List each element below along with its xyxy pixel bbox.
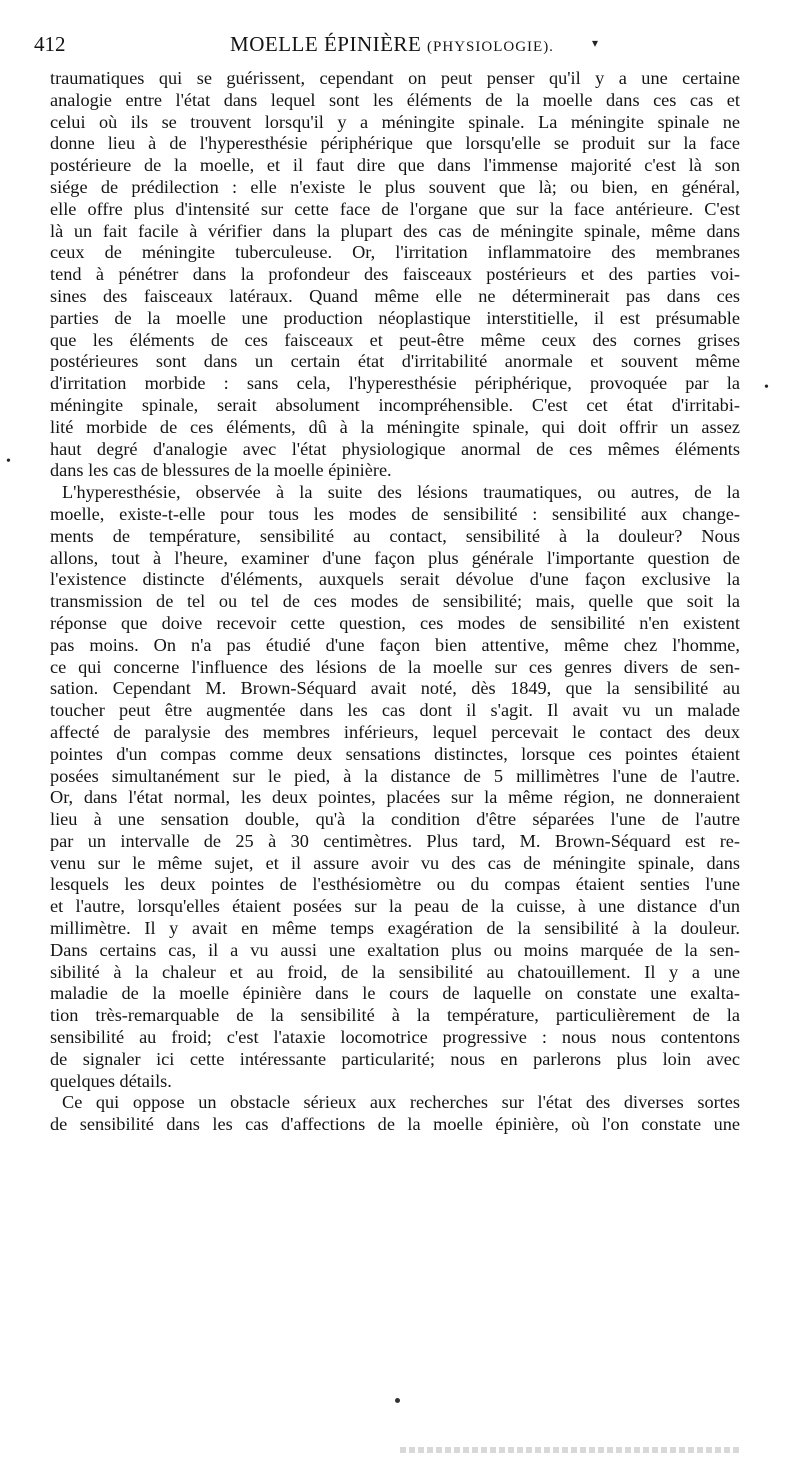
margin-mark-top: ▾ bbox=[592, 36, 599, 50]
footer-ornament bbox=[395, 1398, 400, 1403]
running-title-main: MOELLE ÉPINIÈRE bbox=[230, 32, 422, 56]
text-line: postérieure de la moelle, et il faut dire que dans l'immense majorité c'est là son bbox=[50, 155, 740, 176]
text-line: sines des faisceaux latéraux. Quand même elle ne déterminerait pas dans ces bbox=[50, 285, 740, 306]
text-line: donne lieu à de l'hyperesthésie périphérique que lorsqu'elle se produit sur la face bbox=[50, 133, 740, 154]
text-line: affecté de paralysie des membres inférieurs, lequel percevait le contact des deux bbox=[50, 721, 740, 742]
text-line: dans les cas de blessures de la moelle épinière. bbox=[50, 460, 392, 481]
page-number: 412 bbox=[34, 32, 66, 56]
margin-mark-right: • bbox=[764, 380, 769, 395]
text-line: millimètre. Il y avait en même temps exagération de la sensibilité à la douleur. bbox=[50, 918, 740, 939]
text-line: posées simultanément sur le pied, à la distance de 5 millimètres l'une de l'autre. bbox=[50, 765, 740, 786]
text-line: sibilité à la chaleur et au froid, de la sensibilité au chatouillement. Il y a une bbox=[50, 961, 740, 982]
text-line: parties de la moelle une production néoplastique interstitielle, il est présumable bbox=[50, 307, 740, 328]
running-head bbox=[34, 30, 750, 58]
text-line: elle offre plus d'intensité sur cette face de l'organe que sur la face antérieure. C'est bbox=[50, 198, 740, 219]
body-text bbox=[50, 68, 740, 1136]
text-line: de sensibilité dans les cas d'affections de la moelle épinière, où l'on constate une bbox=[50, 1114, 740, 1135]
text-line: sation. Cependant M. Brown-Séquard avait noté, dès 1849, que la sensibilité au bbox=[50, 678, 740, 699]
text-line: par un intervalle de 25 à 30 centimètres. Plus tard, M. Brown-Séquard est re- bbox=[50, 830, 740, 851]
text-line: Or, dans l'état normal, les deux pointes, placées sur la même région, ne donneraient bbox=[50, 787, 740, 808]
text-line: traumatiques qui se guérissent, cependant on peut penser qu'il y a une certaine bbox=[50, 68, 740, 88]
text-line: Ce qui oppose un obstacle sérieux aux recherches sur l'état des diverses sortes bbox=[62, 1092, 740, 1113]
text-line: moelle, existe-t-elle pour tous les modes de sensibilité : sensibilité aux change- bbox=[50, 503, 740, 524]
text-line: siége de prédilection : elle n'existe le plus souvent que là; ou bien, en général, bbox=[50, 176, 740, 197]
text-line: de signaler ici cette intéressante particularité; nous en parlerons plus loin avec bbox=[50, 1048, 740, 1069]
text-line: celui où ils se trouvent lorsqu'il y a méningite spinale. La méningite spinale ne bbox=[50, 111, 740, 132]
text-line: analogie entre l'état dans lequel sont les éléments de la moelle dans ces cas et bbox=[50, 89, 740, 110]
text-line: toucher peut être augmentée dans les cas dont il s'agit. Il avait vu un malade bbox=[50, 700, 740, 721]
bleed-through-text bbox=[400, 1447, 740, 1453]
text-line: méningite spinale, serait absolument incompréhensible. C'est cet état d'irritabi- bbox=[50, 394, 740, 415]
text-line: d'irritation morbide : sans cela, l'hyperesthésie périphérique, provoquée par la bbox=[50, 373, 740, 394]
text-line: ments de température, sensibilité au contact, sensibilité à la douleur? Nous bbox=[50, 525, 740, 546]
text-line: ce qui concerne l'influence des lésions de la moelle sur ces genres divers de sen- bbox=[50, 656, 740, 677]
text-line: et l'autre, lorsqu'elles étaient posées sur la peau de la cuisse, à une distance d'un bbox=[50, 896, 740, 917]
text-line: quelques détails. bbox=[50, 1070, 172, 1091]
text-line: pointes d'un compas comme deux sensations distinctes, lorsque ces pointes étaient bbox=[50, 743, 740, 764]
text-line: tend à pénétrer dans la profondeur des faisceaux postérieurs et des parties voi- bbox=[50, 264, 740, 285]
text-line: lité morbide de ces éléments, dû à la méningite spinale, qui doit offrir un assez bbox=[50, 416, 740, 437]
text-line: pas moins. On n'a pas étudié d'une façon bien attentive, même chez l'homme, bbox=[50, 634, 740, 655]
text-line: haut degré d'analogie avec l'état physiologique anormal de ces mêmes éléments bbox=[50, 438, 740, 459]
text-line: L'hyperesthésie, observée à la suite des lésions traumatiques, ou autres, de la bbox=[62, 482, 740, 503]
text-line: que les éléments de ces faisceaux et peut-être même ceux des cornes grises bbox=[50, 329, 740, 350]
text-line: réponse que doive recevoir cette question, ces modes de sensibilité n'en existent bbox=[50, 612, 740, 633]
text-line: lesquels les deux pointes de l'esthésiomètre ou du compas étaient senties l'une bbox=[50, 874, 740, 895]
text-line: lieu à une sensation double, qu'à la condition d'être séparées l'une de l'autre bbox=[50, 809, 740, 830]
running-title bbox=[34, 30, 750, 61]
text-line: tion très-remarquable de la sensibilité à la température, particulièrement de la bbox=[50, 1005, 740, 1026]
text-line: sensibilité au froid; c'est l'ataxie locomotrice progressive : nous nous contentons bbox=[50, 1027, 740, 1048]
margin-mark-left: • bbox=[6, 454, 11, 469]
text-line: venu sur le même sujet, et il assure avoir vu des cas de méningite spinale, dans bbox=[50, 852, 740, 873]
running-title-section: (PHYSIOLOGIE). bbox=[427, 39, 554, 55]
text-line: ceux de méningite tuberculeuse. Or, l'irritation inflammatoire des membranes bbox=[50, 242, 740, 263]
text-line: allons, tout à l'heure, examiner d'une façon plus générale l'importante question de bbox=[50, 547, 740, 568]
text-line: maladie de la moelle épinière dans le cours de laquelle on constate une exalta- bbox=[50, 983, 740, 1004]
text-line: Dans certains cas, il a vu aussi une exaltation plus ou moins marquée de la sen- bbox=[50, 939, 740, 960]
text-line: postérieures sont dans un certain état d'irritabilité anormale et souvent même bbox=[50, 351, 740, 372]
text-line: transmission de tel ou tel de ces modes de sensibilité; mais, quelle que soit la bbox=[50, 591, 740, 612]
text-line: l'existence distincte d'éléments, auxquels serait dévolue d'une façon exclusive la bbox=[50, 569, 740, 590]
text-line: là un fait facile à vérifier dans la plupart des cas de méningite spinale, même dans bbox=[50, 220, 740, 241]
